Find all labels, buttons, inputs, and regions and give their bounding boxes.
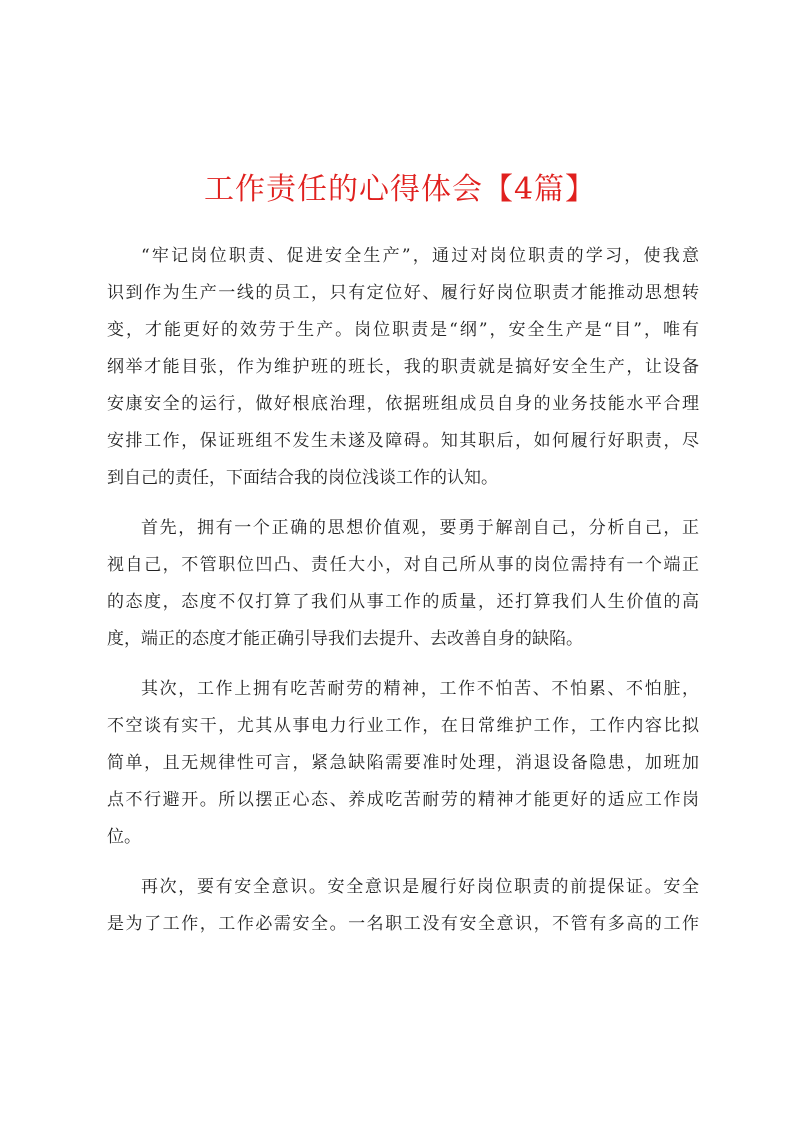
- text-line: 不空谈有实干，尤其从事电力行业工作，在日常维护工作，工作内容比拟: [107, 716, 699, 736]
- text-line: 点不行避开。所以摆正心态、养成吃苦耐劳的精神才能更好的适应工作岗: [107, 790, 699, 810]
- text-line: 到自己的责任，下面结合我的岗位浅谈工作的认知。: [107, 468, 498, 488]
- text-line: 其次，工作上拥有吃苦耐劳的精神，工作不怕苦、不怕累、不怕脏，: [141, 679, 699, 699]
- text-line: 纲举才能目张，作为维护班的班长，我的职责就是搞好安全生产，让设备: [107, 357, 699, 377]
- paragraph-2: [107, 510, 699, 658]
- text-line: 安排工作，保证班组不发生未遂及障碍。知其职后，如何履行好职责，尽: [107, 431, 699, 451]
- text-line: 识到作为生产一线的员工，只有定位好、履行好岗位职责才能推动思想转: [107, 283, 699, 303]
- text-line: “牢记岗位职责、促进安全生产”，通过对岗位职责的学习，使我意: [141, 246, 699, 266]
- paragraph-1: [107, 238, 699, 497]
- document-title: 工作责任的心得体会【4篇】: [203, 172, 597, 207]
- paragraph-4: [107, 869, 699, 943]
- text-line: 位。: [107, 827, 141, 847]
- text-line: 简单，且无规律性可言，紧急缺陷需要准时处理，消退设备隐患，加班加: [107, 753, 699, 773]
- text-line: 变，才能更好的效劳于生产。岗位职责是“纲”，安全生产是“目”，唯有: [107, 320, 699, 340]
- document-body: [107, 238, 699, 956]
- paragraph-3: [107, 671, 699, 856]
- text-line: 是为了工作，工作必需安全。一名职工没有安全意识，不管有多高的工作: [107, 914, 699, 934]
- text-line: 安康安全的运行，做好根底治理，依据班组成员自身的业务技能水平合理: [107, 394, 699, 414]
- text-line: 度，端正的态度才能正确引导我们去提升、去改善自身的缺陷。: [107, 629, 583, 649]
- text-line: 视自己，不管职位凹凸、责任大小，对自己所从事的岗位需持有一个端正: [107, 555, 699, 575]
- text-line: 再次，要有安全意识。安全意识是履行好岗位职责的前提保证。安全: [141, 877, 699, 897]
- text-line: 首先，拥有一个正确的思想价值观，要勇于解剖自己，分析自己，正: [141, 518, 699, 538]
- text-line: 的态度，态度不仅打算了我们从事工作的质量，还打算我们人生价值的高: [107, 592, 699, 612]
